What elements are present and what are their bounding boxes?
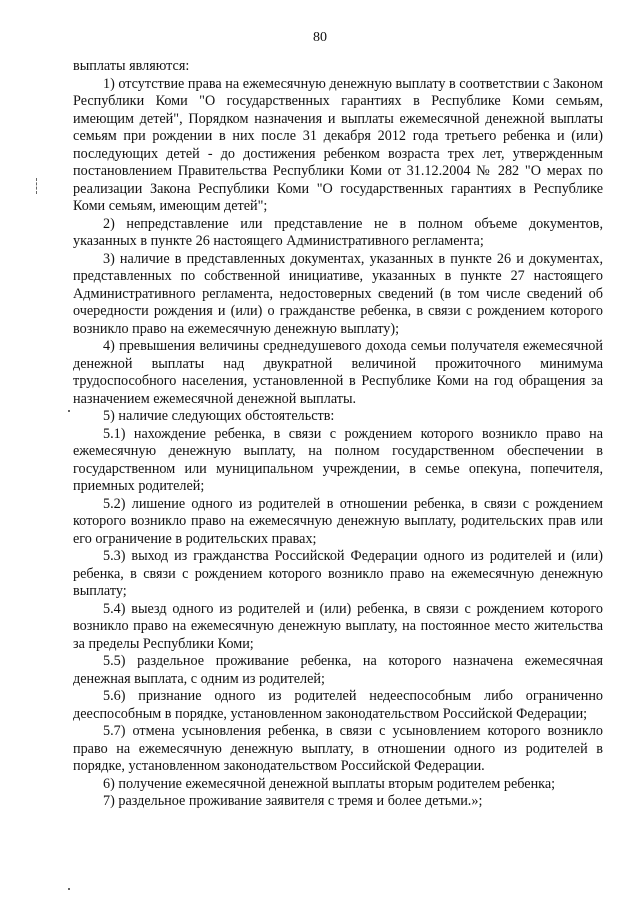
paragraph-item-5-5: 5.5) раздельное проживание ребенка, на которого назначена ежемесячная денежная выплата, с одним из родителей; [73,653,603,687]
document-body [73,58,603,811]
paragraph-item-2: 2) непредставление или представление не в полном объеме документов, указанных в пункте 26 настоящего Административного регламента; [73,215,603,249]
scan-speck [68,410,70,412]
paragraph-item-1: 1) отсутствие права на ежемесячную денежную выплату в соответствии с Законом Республики Коми "О государственных гарантиях в Республике Коми семьям, имеющим детей", Порядком назначения и выплаты ежемесячной денежной выплаты семьям при рождении в них после 31 декабря 2012 года третьего ребенка и (или) последующих детей - до достижения ребенком возраста трех лет, утвержденным постановлением Правительства Республики Коми от 31.12.2004 № 282 "О мерах по реализации Закона Республики Коми "О государственных гарантиях в Республике Коми семьям, имеющим детей"; [73,75,603,214]
paragraph-item-5: 5) наличие следующих обстоятельств: [103,408,335,424]
paragraph-intro: выплаты являются: [73,58,190,74]
paragraph-item-5-3: 5.3) выход из гражданства Российской Федерации одного из родителей и (или) ребенка, в связи с рождением которого возникло право на ежемесячную денежную выплату; [73,548,603,599]
paragraph-item-5-7: 5.7) отмена усыновления ребенка, в связи с усыновлением которого возникло право на ежемесячную денежную выплату, в отношении одного из родителей в порядке, установленном законодательством Российской Федерации. [73,723,603,774]
page-number: 80 [313,30,327,45]
paragraph-item-3: 3) наличие в представленных документах, указанных в пункте 26 и документах, представленных по собственной инициативе, указанных в пункте 27 настоящего Административного регламента, недостоверных сведений (в том числе сведений об очередности рождения и (или) о гражданстве ребенка, в связи с рождением которого возникло право на ежемесячную денежную выплату); [73,250,603,337]
paragraph-item-6: 6) получение ежемесячной денежной выплаты вторым родителем ребенка; [103,775,556,792]
paragraph-item-5-2: 5.2) лишение одного из родителей в отношении ребенка, в связи с рождением которого возникло право на ежемесячную денежную выплату, родительских прав или его ограничение в родительских правах; [73,495,603,547]
paragraph-item-5-6: 5.6) признание одного из родителей недееспособным либо ограниченно дееспособным в порядке, установленном законодательством Российской Федерации; [73,688,603,722]
paragraph-item-4: 4) превышения величины среднедушевого дохода семьи получателя ежемесячной денежной выплаты над двукратной величиной прожиточного минимума трудоспособного населения, установленной в Республике Коми на год обращения за назначением ежемесячной денежной выплаты. [73,338,603,407]
paragraph-item-5-4: 5.4) выезд одного из родителей и (или) ребенка, в связи с рождением которого возникло право на ежемесячную денежную выплату, на постоянное место жительства за пределы Республики Коми; [73,600,603,652]
paragraph-item-7: 7) раздельное проживание заявителя с тремя и более детьми.»; [103,793,483,809]
scan-speck [68,888,70,890]
margin-mark [36,178,38,194]
paragraph-item-5-1: 5.1) нахождение ребенка, в связи с рождением которого возникло право на ежемесячную денежную выплату, на полном государственном обеспечении в государственном или муниципальном учреждении, в семье опекуна, попечителя, приемных родителей; [73,425,603,494]
